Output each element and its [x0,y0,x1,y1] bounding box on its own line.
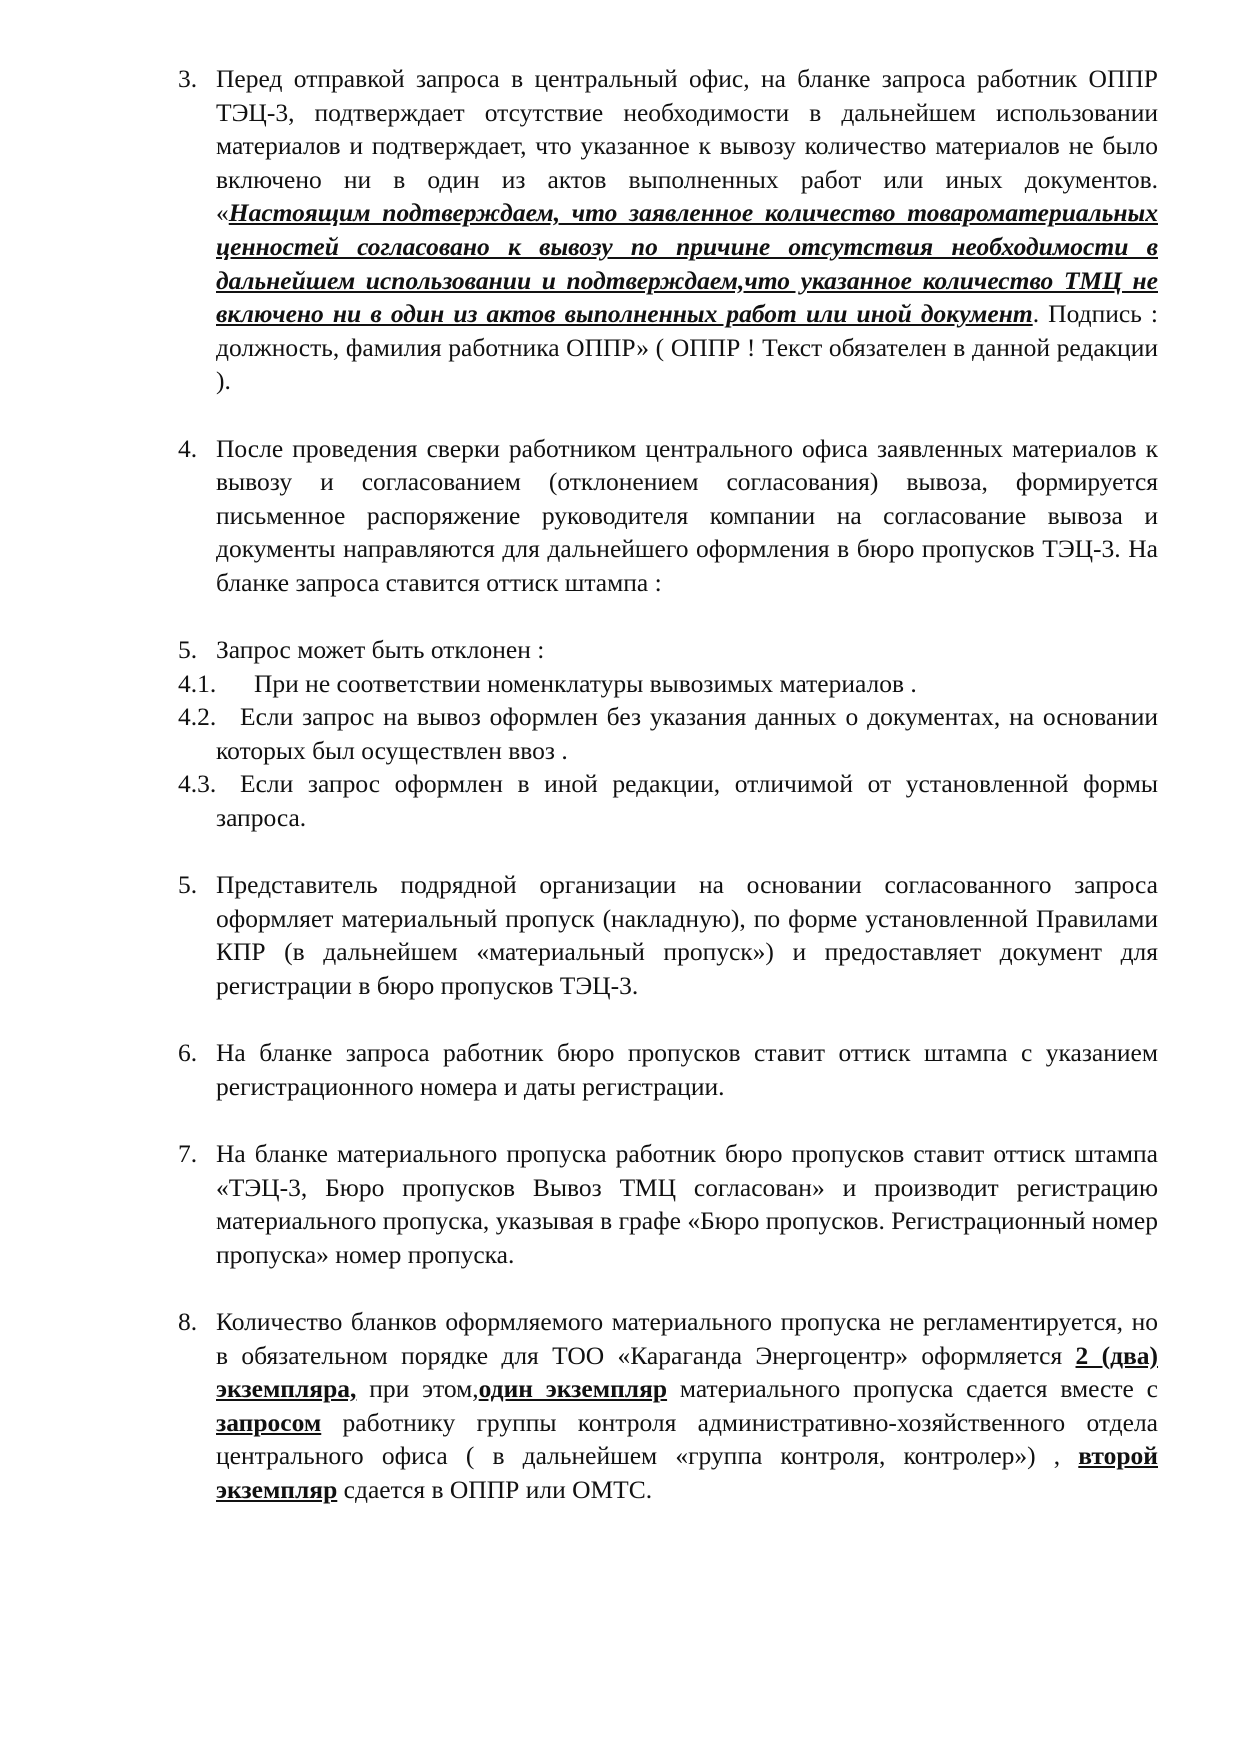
item-text: при этом, [356,1374,479,1404]
paragraph-gap [178,1003,1158,1037]
item-text: Количество бланков оформляемого материального пропуска не регламентируется, но в обязательном порядке для ТОО «Караганда Энергоцентр» оформляется [216,1306,1158,1370]
item-number: 5. [178,870,198,900]
sub-item-number: 4.1. [178,668,217,698]
sub-item-4-2 [178,700,1158,767]
item-text: Перед отправкой запроса в центральный офис, на бланке запроса работник ОППР ТЭЦ-3, подтверждает отсутствие необходимости в дальнейшем использовании материалов и подтверждает, что указанное к вывозу количество материалов не было включено ни в один из актов выполненных работ или иных документов. « [216,64,1158,228]
sub-item-text: Если запрос оформлен в иной редакции, отличимой от установленной формы запроса. [216,769,1158,833]
list-item-8 [178,1305,1158,1507]
item-number: 5. [178,635,198,665]
item-number: 7. [178,1139,198,1168]
copies-count-text: 2 (два) экземпляра, [216,1340,1158,1404]
list-item-6 [178,1036,1158,1103]
sub-item-number: 4.2. [178,702,217,732]
list-item-3 [178,62,1158,398]
sub-item-4-3 [178,767,1158,834]
item-number: 6. [178,1038,198,1068]
item-text: На бланке запроса работник бюро пропусков ставит оттиск штампа с указанием регистрационного номера и даты регистрации. [216,1038,1158,1101]
item-number: 4. [178,433,198,463]
sub-item-text: Если запрос на вывоз оформлен без указания данных о документах, на основании которых был осуществлен ввоз . [216,702,1158,765]
list-item-5 [178,633,1158,667]
item-text: материального пропуска сдается вместе с [667,1374,1158,1404]
second-copy-text: второй экземпляр [216,1441,1158,1504]
list-item-7 [178,1137,1158,1271]
list-item-4 [178,432,1158,600]
item-text: работнику группы контроля административно-хозяйственного отдела центрального офиса ( в дальнейшем «группа контроля, контролер») , [216,1407,1158,1471]
item-text: сдается в ОППР или ОМТС. [337,1474,653,1504]
first-copy-text: один экземпляр [478,1374,668,1404]
paragraph-gap [178,600,1158,634]
list-item-5b [178,868,1158,1002]
sub-item-text: При не соответствии номенклатуры вывозимых материалов . [254,668,917,698]
paragraph-gap [178,398,1158,432]
item-text: Запрос может быть отклонен : [216,635,545,665]
item-text: После проведения сверки работником центрального офиса заявленных материалов к вывозу и согласованием (отклонением согласования) вывоза, формируется письменное распоряжение руководителя компании на согласование вывоза и документы направляются для дальнейшего оформления в бюро пропусков ТЭЦ-3. На бланке запроса ставится оттиск штампа : [216,433,1158,597]
item-number: 3. [178,64,198,93]
paragraph-gap [178,1271,1158,1305]
item-text: На бланке материального пропуска работник бюро пропусков ставит оттиск штампа «ТЭЦ-3, Бюро пропусков Вывоз ТМЦ согласован» и производит регистрацию материального пропуска, указывая в графе «Бюро пропусков. Регистрационный номер пропуска» номер пропуска. [216,1139,1158,1269]
paragraph-gap [178,835,1158,869]
required-statement-text: Настоящим подтверждаем, что заявленное количество товароматериальных ценностей согласовано к вывозу по причине отсутствия необходимости в дальнейшем использовании и подтверждаем,что указанное количество ТМЦ не включено ни в один из актов выполненных работ или иной документ [216,198,1158,329]
item-number: 8. [178,1306,198,1336]
request-text: запросом [216,1407,322,1437]
paragraph-gap [178,1103,1158,1137]
item-text: Представитель подрядной организации на основании согласованного запроса оформляет материальный пропуск (накладную), по форме установленной Правилами КПР (в дальнейшем «материальный пропуск») и предоставляет документ для регистрации в бюро пропусков ТЭЦ-3. [216,870,1158,1001]
sub-item-4-1 [178,667,1158,701]
sub-item-number: 4.3. [178,769,217,799]
item-text-tail: . Подпись : должность, фамилия работника ОППР» ( ОППР ! Текст обязателен в данной редакции ). [216,299,1159,396]
